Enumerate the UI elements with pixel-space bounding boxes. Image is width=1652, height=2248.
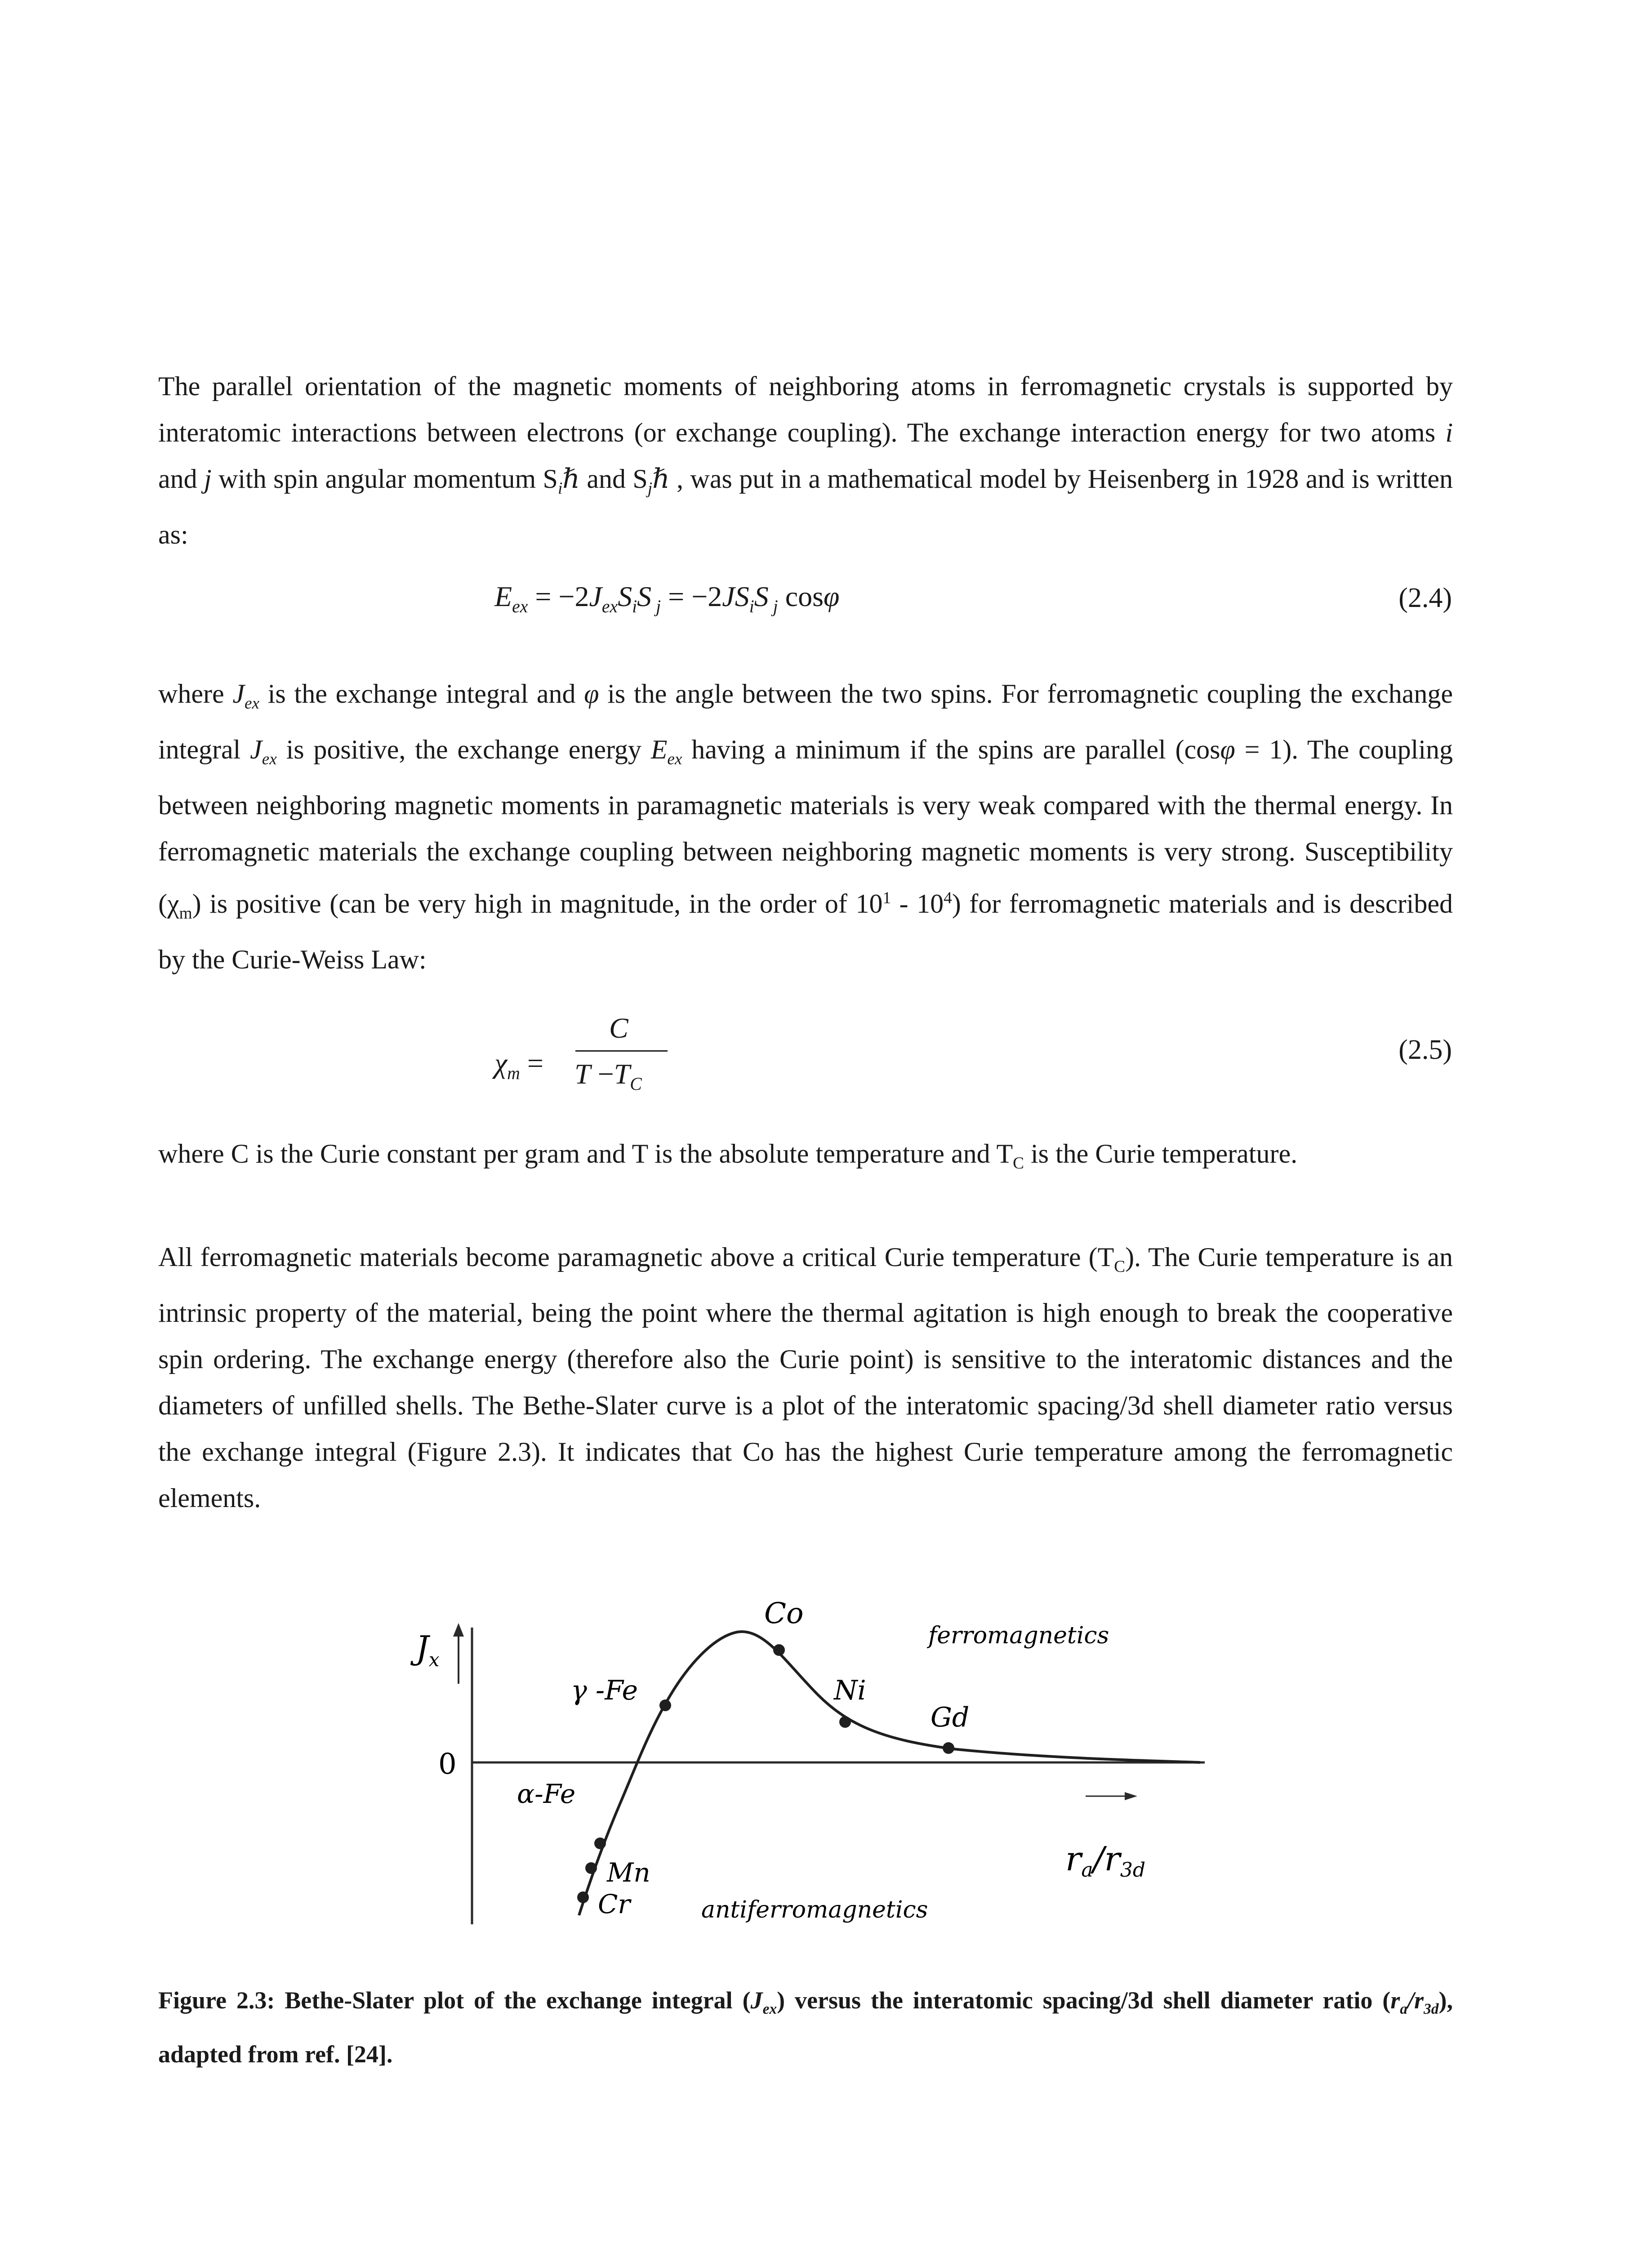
figure-caption: Figure 2.3: Bethe-Slater plot of the exchange integral $(J_{ex})$ versus the interatomic spacing/3d shell diameter ratio $(r_a/r_{3d})$, adapted from ref. [24]. [158,1987,1453,2068]
paragraph-curie-temperature: All ferromagnetic materials become paramagnetic above a critical Curie temperature $(T_C)$. The Curie temperature is an intrinsic property of the material, being the point where the thermal agitation is high enough to break the cooperative spin ordering. The exchange energy (therefore also the Curie point) is sensitive to the interatomic distances and the diameters of unfilled shells. The Bethe-Slater curve is a plot of the interatomic spacing/3d shell diameter ratio versus the exchange integral (Figure 2.3). It indicates that Co has the highest Curie temperature among the ferromagnetic elements. [158,1242,1453,1513]
zero-label: 0 [438,1748,457,1781]
bethe-slater-plot [391,1592,1214,1933]
label-antiferromagnetics: antiferromagnetics [701,1896,928,1923]
paragraph-exchange-integral: where $J_{ex}$ is the exchange integral and φ is the angle between the two spins. For ferromagnetic coupling the exchange integral $J_{ex}$ is positive, the exchange energy $E_{ex}$ having a minimum if the spins are parallel (cosφ = 1). The coupling between neighboring magnetic moments in paramagnetic materials is very weak compared with the thermal energy. In ferromagnetic materials the exchange coupling between neighboring magnetic moments is very strong. Susceptibility $(\chi_m)$ is positive (can be very high in magnitude, in the order of $10^1 - 10^4$) for ferromagnetic materials and is described by the Curie-Weiss Law: [158,679,1453,974]
label-co: Co [764,1597,804,1630]
point-co [773,1644,785,1656]
y-axis-label: $J_x$ [416,1629,440,1671]
label-gamma-fe: γ -Fe [571,1675,638,1706]
label-ferromagnetics: ferromagnetics [928,1622,1109,1649]
equation-number-2-4: (2.4) [1398,583,1452,613]
point-ni [839,1716,851,1728]
label-gd: Gd [931,1702,970,1733]
equation-2-5: $\chi_m$ = C $T -T_C$ [494,1012,683,1102]
label-ni: Ni [834,1675,866,1706]
x-axis-label: ra/r3d [1065,1840,1146,1882]
point-alpha-fe [594,1838,606,1849]
paragraph-curie-constant: where C is the Curie constant per gram and T is the absolute temperature and $T_C$ is the Curie temperature. [158,1139,1298,1173]
label-mn: Mn [607,1857,650,1888]
y-arrow-head [453,1623,464,1637]
point-cr [577,1891,589,1903]
paragraph-exchange-intro: The parallel orientation of the magnetic moments of neighboring atoms in ferromagnetic crystals is supported by interatomic interactions between electrons (or exchange coupling). The exchange interaction energy for two atoms i and j with spin angular momentum $S_i\hbar$ and $S_j\hbar$ , was put in a mathematical model by Heisenberg in 1928 and is written as: [158,371,1453,549]
equation-2-4: $E_{ex} = -2J_{ex}S_iS$ $_j = -2JS_iS$ $_j$ cosφ [494,580,840,616]
point-mn [585,1862,597,1874]
bethe-slater-figure [391,1592,1214,1933]
point-gd [943,1742,954,1754]
x-arrow-head [1125,1792,1137,1800]
equation-number-2-5: (2.5) [1398,1035,1452,1065]
point-gamma-fe [659,1699,671,1711]
label-cr: Cr [598,1889,631,1919]
label-alpha-fe: α-Fe [517,1779,576,1809]
